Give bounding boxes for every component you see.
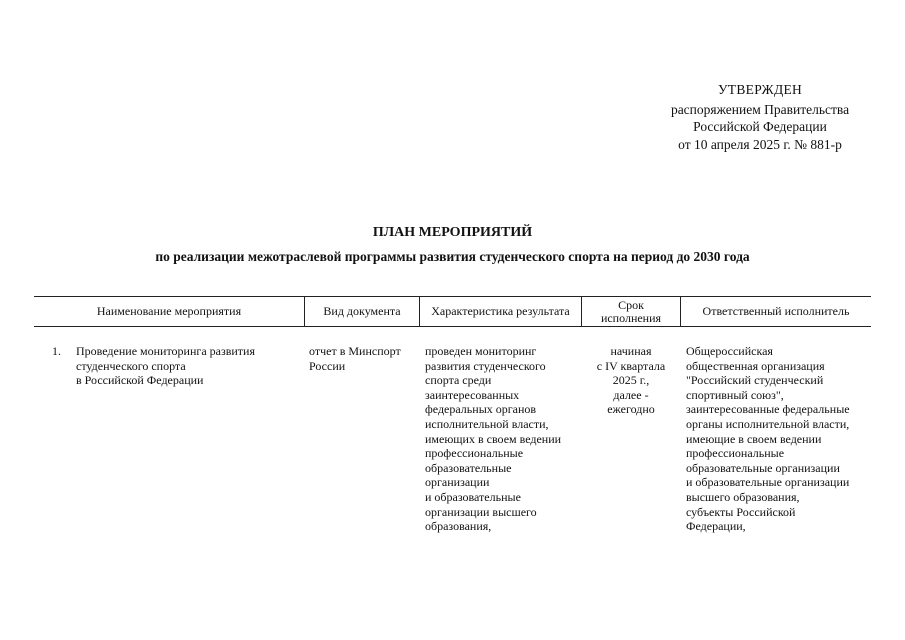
text-line: отчет в Минспорт — [309, 344, 401, 358]
row-result — [425, 344, 580, 534]
text-line: общественная организация — [686, 358, 825, 373]
row-executor — [686, 344, 872, 534]
header-term — [582, 297, 680, 326]
row-term — [582, 344, 680, 417]
text-line: органы исполнительной власти, — [686, 416, 850, 431]
text-line: в Российской Федерации — [76, 373, 204, 388]
text-line: развития студенческого — [425, 358, 546, 373]
header-result: Характеристика результата — [431, 304, 570, 318]
header-document-type: Вид документа — [323, 304, 401, 318]
approval-block — [620, 81, 900, 153]
text-line: начиная — [610, 344, 652, 358]
text-line: спортивный союз", — [686, 387, 784, 402]
header-executor: Ответственный исполнитель — [702, 304, 850, 318]
table-header-rule — [34, 326, 871, 327]
text-line: России — [309, 358, 346, 373]
text-line: имеющих в своем ведении — [425, 431, 562, 446]
text-line: образовательные — [425, 460, 512, 475]
text-line: субъекты Российской — [686, 504, 796, 519]
text-line: "Российский студенческий — [686, 373, 824, 388]
text-line: заинтересованные федеральные — [686, 402, 850, 417]
text-line: Проведение мониторинга развития — [76, 344, 255, 358]
text-line: с IV квартала — [596, 358, 666, 373]
text-line: образовательные организации — [686, 460, 840, 475]
text-line: исполнительной власти, — [425, 416, 549, 431]
text-line: профессиональные — [425, 446, 524, 461]
text-line: высшего образования, — [686, 489, 800, 504]
text-line: заинтересованных — [425, 387, 520, 402]
header-name: Наименование мероприятия — [96, 304, 242, 318]
text-line: и образовательные организации — [686, 475, 850, 490]
text-line: образования, — [425, 519, 492, 534]
document-subtitle: по реализации межотраслевой программы развития студенческого спорта на период до 2030 года — [155, 249, 750, 264]
text-line: профессиональные — [686, 446, 785, 461]
approval-line-3: от 10 апреля 2025 г. № 881-р — [678, 136, 842, 152]
approval-line-2: Российской Федерации — [693, 119, 827, 134]
header-term-line-1: Срок — [618, 297, 644, 312]
text-line: проведен мониторинг — [425, 344, 537, 358]
approval-line-1: распоряжением Правительства — [670, 101, 850, 117]
text-line: спорта среди — [425, 373, 492, 388]
approval-heading: УТВЕРЖДЕН — [717, 82, 803, 97]
text-line: организации высшего — [425, 504, 537, 519]
row-number: 1. — [52, 344, 61, 358]
text-line: федеральных органов — [425, 402, 537, 417]
text-line: далее - — [613, 387, 649, 402]
text-line: имеющие в своем ведении — [686, 431, 822, 446]
text-line: организации — [425, 475, 490, 490]
header-term-line-2: исполнения — [600, 310, 662, 325]
text-line: Федерации, — [686, 519, 746, 534]
text-line: 2025 г., — [612, 373, 650, 388]
document-title: ПЛАН МЕРОПРИЯТИЙ — [372, 225, 533, 240]
row-document-type — [309, 344, 417, 373]
text-line: студенческого спорта — [76, 358, 186, 373]
text-line: Общероссийская — [686, 344, 773, 358]
row-name — [76, 344, 302, 388]
text-line: и образовательные — [425, 489, 521, 504]
text-line: ежегодно — [607, 402, 655, 417]
